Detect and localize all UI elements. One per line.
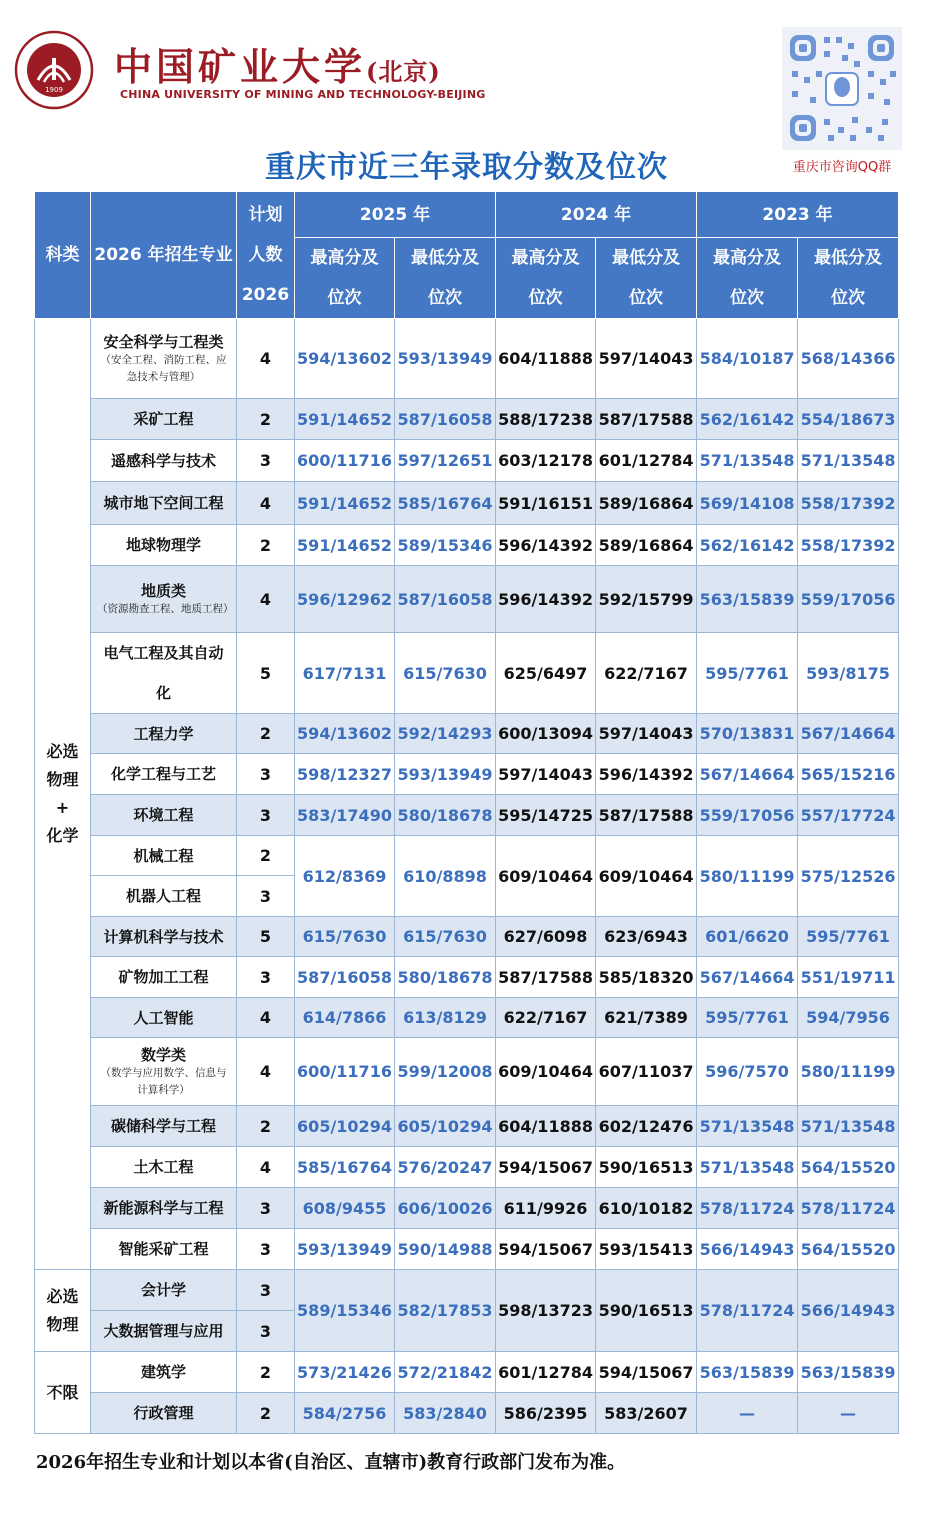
- score-rank-cell: 562/16142: [697, 525, 798, 566]
- major-cell: [91, 957, 237, 998]
- major-cell: [91, 1270, 237, 1311]
- score-rank-cell: 593/8175: [798, 633, 899, 714]
- plan-count: 3: [237, 876, 295, 917]
- table-row: [35, 1393, 899, 1434]
- major-name: 新能源科学与工程: [103, 1199, 224, 1217]
- major-cell: [91, 876, 237, 917]
- plan-count: 2: [237, 1106, 295, 1147]
- major-name: 建筑学: [140, 1363, 186, 1381]
- score-rank-cell: 593/13949: [395, 319, 496, 399]
- major-name: 数学类: [140, 1045, 186, 1064]
- major-name: 电气工程及其自动化: [103, 644, 224, 702]
- major-cell: [91, 440, 237, 482]
- score-rank-cell: 563/15839: [798, 1352, 899, 1393]
- major-name: 大数据管理与应用: [103, 1322, 224, 1340]
- score-rank-cell: 605/10294: [395, 1106, 496, 1147]
- table-row: [35, 1038, 899, 1106]
- major-cell: [91, 1188, 237, 1229]
- score-rank-cell: 599/12008: [395, 1038, 496, 1106]
- score-rank-cell: 590/16513: [596, 1147, 697, 1188]
- score-rank-cell: 600/11716: [295, 440, 395, 482]
- score-rank-cell: 564/15520: [798, 1229, 899, 1270]
- score-rank-cell: 621/7389: [596, 998, 697, 1038]
- score-rank-cell: 602/12476: [596, 1106, 697, 1147]
- major-name: 碳储科学与工程: [110, 1117, 216, 1135]
- major-name: 土木工程: [133, 1158, 194, 1176]
- score-rank-cell: 563/15839: [697, 1352, 798, 1393]
- score-rank-cell: 567/14664: [697, 754, 798, 795]
- score-rank-cell: 609/10464: [496, 1038, 596, 1106]
- table-row: [35, 319, 899, 399]
- plan-count: 3: [237, 957, 295, 998]
- category-cell: [35, 319, 91, 1270]
- score-rank-cell: 605/10294: [295, 1106, 395, 1147]
- score-rank-cell: 590/14988: [395, 1229, 496, 1270]
- plan-count: 2: [237, 836, 295, 876]
- major-name: 行政管理: [133, 1404, 194, 1422]
- table-row: [35, 633, 899, 714]
- major-cell: [91, 1229, 237, 1270]
- score-rank-cell: 591/16151: [496, 482, 596, 525]
- score-rank-cell: 623/6943: [596, 917, 697, 957]
- category-line: 必选: [46, 742, 79, 761]
- score-rank-cell: 589/15346: [395, 525, 496, 566]
- score-rank-cell: 615/7630: [295, 917, 395, 957]
- plan-count: 3: [237, 440, 295, 482]
- score-rank-cell: 615/7630: [395, 917, 496, 957]
- plan-count: 2: [237, 399, 295, 440]
- major-cell: [91, 566, 237, 633]
- score-rank-cell: 601/12784: [596, 440, 697, 482]
- major-name: 地球物理学: [125, 536, 201, 554]
- plan-count: 3: [237, 795, 295, 836]
- table-row: [35, 754, 899, 795]
- plan-count: 4: [237, 998, 295, 1038]
- score-rank-cell: 585/18320: [596, 957, 697, 998]
- score-rank-cell: 571/13548: [697, 1106, 798, 1147]
- major-cell: [91, 482, 237, 525]
- major-cell: [91, 836, 237, 876]
- score-rank-cell: 622/7167: [496, 998, 596, 1038]
- score-rank-cell: 601/12784: [496, 1352, 596, 1393]
- header-plan: 计划 人数 2026: [237, 192, 295, 319]
- score-rank-cell: 580/11199: [697, 836, 798, 917]
- score-rank-cell: 592/15799: [596, 566, 697, 633]
- score-rank-cell: 597/12651: [395, 440, 496, 482]
- score-rank-cell: 571/13548: [798, 440, 899, 482]
- major-name: 人工智能: [133, 1008, 194, 1027]
- category-line: +: [55, 798, 70, 817]
- score-rank-cell: 597/14043: [496, 754, 596, 795]
- score-rank-cell: 572/21842: [395, 1352, 496, 1393]
- score-rank-cell: 566/14943: [697, 1229, 798, 1270]
- score-rank-cell: 594/13602: [295, 319, 395, 399]
- score-rank-cell: 589/16864: [596, 482, 697, 525]
- header-year-2023: 2023 年: [697, 192, 899, 238]
- score-rank-cell: 603/12178: [496, 440, 596, 482]
- score-rank-cell: 570/13831: [697, 714, 798, 754]
- major-name: 采矿工程: [133, 410, 194, 428]
- plan-count: 2: [237, 1393, 295, 1434]
- university-seal-icon: [14, 30, 94, 110]
- score-rank-cell: 595/7761: [798, 917, 899, 957]
- score-rank-cell: 592/14293: [395, 714, 496, 754]
- score-rank-cell: 571/13548: [697, 440, 798, 482]
- score-rank-cell: 559/17056: [697, 795, 798, 836]
- plan-count: 3: [237, 754, 295, 795]
- score-rank-cell: 586/2395: [496, 1393, 596, 1434]
- score-rank-cell: 591/14652: [295, 399, 395, 440]
- score-rank-cell: 587/16058: [395, 566, 496, 633]
- major-name: 矿物加工工程: [118, 968, 209, 986]
- header-year-2024: 2024 年: [496, 192, 697, 238]
- score-rank-cell: 596/14392: [596, 754, 697, 795]
- score-rank-cell: 583/2607: [596, 1393, 697, 1434]
- plan-count: 3: [237, 1270, 295, 1311]
- page-title: 重庆市近三年录取分数及位次: [265, 150, 668, 185]
- table-row: [35, 440, 899, 482]
- score-rank-cell: —: [697, 1393, 798, 1434]
- score-rank-cell: 591/14652: [295, 525, 395, 566]
- header-year-2025: 2025 年: [295, 192, 496, 238]
- score-rank-cell: 580/11199: [798, 1038, 899, 1106]
- major-name: 工程力学: [133, 724, 194, 743]
- score-rank-cell: 593/13949: [295, 1229, 395, 1270]
- score-rank-cell: 601/6620: [697, 917, 798, 957]
- header-max-2025: 最高分及 位次: [295, 238, 395, 319]
- plan-count: 5: [237, 633, 295, 714]
- score-rank-cell: 580/18678: [395, 795, 496, 836]
- score-rank-cell: 597/14043: [596, 319, 697, 399]
- score-rank-cell: 583/2840: [395, 1393, 496, 1434]
- score-rank-cell: 587/16058: [395, 399, 496, 440]
- score-rank-cell: 596/14392: [496, 525, 596, 566]
- score-rank-cell: 622/7167: [596, 633, 697, 714]
- plan-count: 5: [237, 917, 295, 957]
- table-row: [35, 1106, 899, 1147]
- score-rank-cell: 594/13602: [295, 714, 395, 754]
- score-rank-cell: 578/11724: [798, 1188, 899, 1229]
- major-cell: [91, 1038, 237, 1106]
- major-cell: [91, 1311, 237, 1352]
- table-row: [35, 836, 899, 876]
- score-rank-cell: 627/6098: [496, 917, 596, 957]
- score-rank-cell: 567/14664: [697, 957, 798, 998]
- score-rank-cell: 600/13094: [496, 714, 596, 754]
- score-rank-cell: 596/12962: [295, 566, 395, 633]
- score-rank-cell: 571/13548: [798, 1106, 899, 1147]
- score-rank-cell: 594/15067: [496, 1147, 596, 1188]
- score-rank-cell: 589/15346: [295, 1270, 395, 1352]
- major-cell: [91, 633, 237, 714]
- score-rank-cell: 607/11037: [596, 1038, 697, 1106]
- score-rank-cell: 585/16764: [395, 482, 496, 525]
- score-rank-cell: 587/17588: [596, 795, 697, 836]
- score-rank-cell: 558/17392: [798, 482, 899, 525]
- qr-caption: 重庆市咨询QQ群: [792, 160, 892, 175]
- score-rank-cell: 609/10464: [596, 836, 697, 917]
- major-name: 智能采矿工程: [118, 1240, 209, 1258]
- score-rank-cell: 587/16058: [295, 957, 395, 998]
- score-rank-cell: 559/17056: [798, 566, 899, 633]
- score-rank-cell: 578/11724: [697, 1270, 798, 1352]
- category-line: 物理: [46, 770, 79, 789]
- category-cell: 不限: [35, 1352, 91, 1434]
- score-rank-cell: 571/13548: [697, 1147, 798, 1188]
- major-name: 遥感科学与技术: [110, 451, 216, 470]
- score-rank-cell: 575/12526: [798, 836, 899, 917]
- score-rank-cell: 598/12327: [295, 754, 395, 795]
- plan-count: 4: [237, 1038, 295, 1106]
- plan-count: 3: [237, 1229, 295, 1270]
- major-cell: [91, 525, 237, 566]
- score-rank-cell: 568/14366: [798, 319, 899, 399]
- score-rank-cell: 564/15520: [798, 1147, 899, 1188]
- score-rank-cell: 584/10187: [697, 319, 798, 399]
- score-rank-cell: 591/14652: [295, 482, 395, 525]
- score-rank-cell: —: [798, 1393, 899, 1434]
- table-row: [35, 1352, 899, 1393]
- table-row: [35, 714, 899, 754]
- major-name: 城市地下空间工程: [103, 494, 224, 512]
- score-rank-cell: 554/18673: [798, 399, 899, 440]
- major-name: 机器人工程: [125, 887, 201, 905]
- score-rank-cell: 608/9455: [295, 1188, 395, 1229]
- score-rank-cell: 610/10182: [596, 1188, 697, 1229]
- score-rank-cell: 617/7131: [295, 633, 395, 714]
- score-rank-cell: 600/11716: [295, 1038, 395, 1106]
- score-rank-cell: 593/15413: [596, 1229, 697, 1270]
- table-row: [35, 1188, 899, 1229]
- plan-count: 4: [237, 319, 295, 399]
- score-rank-cell: 595/7761: [697, 633, 798, 714]
- category-line: 必选: [46, 1286, 79, 1306]
- score-rank-cell: 594/7956: [798, 998, 899, 1038]
- admission-score-table: [34, 191, 899, 1434]
- university-logo: [14, 30, 486, 110]
- score-rank-cell: 594/15067: [496, 1229, 596, 1270]
- table-row: [35, 399, 899, 440]
- header-min-2025: 最低分及 位次: [395, 238, 496, 319]
- category-line: 物理: [46, 1314, 79, 1334]
- score-rank-cell: 589/16864: [596, 525, 697, 566]
- plan-count: 4: [237, 1147, 295, 1188]
- score-rank-cell: 576/20247: [395, 1147, 496, 1188]
- score-rank-cell: 562/16142: [697, 399, 798, 440]
- score-rank-cell: 573/21426: [295, 1352, 395, 1393]
- score-rank-cell: 613/8129: [395, 998, 496, 1038]
- score-rank-cell: 582/17853: [395, 1270, 496, 1352]
- header-major: 2026 年招生专业: [91, 192, 237, 319]
- table-row: [35, 1270, 899, 1311]
- major-name: 机械工程: [133, 846, 194, 865]
- score-rank-cell: 594/15067: [596, 1352, 697, 1393]
- header-min-2024: 最低分及 位次: [596, 238, 697, 319]
- table-row: [35, 917, 899, 957]
- score-rank-cell: 615/7630: [395, 633, 496, 714]
- score-rank-cell: 595/14725: [496, 795, 596, 836]
- major-cell: [91, 1106, 237, 1147]
- table-row: [35, 525, 899, 566]
- score-rank-cell: 598/13723: [496, 1270, 596, 1352]
- score-rank-cell: 578/11724: [697, 1188, 798, 1229]
- major-name: 化学工程与工艺: [110, 765, 216, 783]
- major-cell: [91, 795, 237, 836]
- plan-count: 2: [237, 525, 295, 566]
- score-rank-cell: 611/9926: [496, 1188, 596, 1229]
- major-name: 环境工程: [133, 806, 194, 824]
- footer-note: 2026年招生专业和计划以本省(自治区、直辖市)教育行政部门发布为准。: [36, 1452, 626, 1473]
- major-cell: [91, 399, 237, 440]
- category-cell: [35, 1270, 91, 1352]
- university-name-cn: 中国矿业大学(北京): [114, 44, 441, 89]
- score-rank-cell: 585/16764: [295, 1147, 395, 1188]
- table-row: [35, 482, 899, 525]
- score-rank-cell: 563/15839: [697, 566, 798, 633]
- score-rank-cell: 567/14664: [798, 714, 899, 754]
- score-rank-cell: 597/14043: [596, 714, 697, 754]
- score-rank-cell: 614/7866: [295, 998, 395, 1038]
- major-name: 会计学: [140, 1281, 186, 1299]
- major-cell: [91, 917, 237, 957]
- score-rank-cell: 569/14108: [697, 482, 798, 525]
- score-rank-cell: 584/2756: [295, 1393, 395, 1434]
- svg-text:1909: 1909: [45, 86, 63, 94]
- major-name: 安全科学与工程类: [103, 332, 224, 351]
- score-rank-cell: 587/17588: [596, 399, 697, 440]
- plan-count: 4: [237, 482, 295, 525]
- major-cell: [91, 1147, 237, 1188]
- score-rank-cell: 551/19711: [798, 957, 899, 998]
- qr-code-icon[interactable]: [782, 27, 902, 150]
- major-name: 计算机科学与技术: [103, 927, 224, 946]
- score-rank-cell: 557/17724: [798, 795, 899, 836]
- table-row: [35, 795, 899, 836]
- header-max-2023: 最高分及 位次: [697, 238, 798, 319]
- score-rank-cell: 566/14943: [798, 1270, 899, 1352]
- major-note: （资源勘查工程、地质工程）: [97, 602, 234, 615]
- score-rank-cell: 583/17490: [295, 795, 395, 836]
- score-rank-cell: 593/13949: [395, 754, 496, 795]
- table-row: [35, 566, 899, 633]
- score-rank-cell: 580/18678: [395, 957, 496, 998]
- score-rank-cell: 590/16513: [596, 1270, 697, 1352]
- major-note: （安全工程、消防工程、应急技术与管理）: [100, 353, 227, 383]
- table-row: [35, 957, 899, 998]
- score-rank-cell: 604/11888: [496, 1106, 596, 1147]
- score-rank-cell: 565/15216: [798, 754, 899, 795]
- plan-count: 2: [237, 1352, 295, 1393]
- score-rank-cell: 595/7761: [697, 998, 798, 1038]
- score-rank-cell: 596/14392: [496, 566, 596, 633]
- score-rank-cell: 610/8898: [395, 836, 496, 917]
- plan-count: 3: [237, 1188, 295, 1229]
- table-row: [35, 1147, 899, 1188]
- score-rank-cell: 604/11888: [496, 319, 596, 399]
- table-row: [35, 998, 899, 1038]
- header-max-2024: 最高分及 位次: [496, 238, 596, 319]
- major-cell: [91, 998, 237, 1038]
- header-category: 科类: [35, 192, 91, 319]
- score-rank-cell: 588/17238: [496, 399, 596, 440]
- score-rank-cell: 558/17392: [798, 525, 899, 566]
- major-cell: [91, 754, 237, 795]
- major-cell: [91, 1393, 237, 1434]
- score-rank-cell: 612/8369: [295, 836, 395, 917]
- score-rank-cell: 609/10464: [496, 836, 596, 917]
- score-rank-cell: 587/17588: [496, 957, 596, 998]
- plan-count: 3: [237, 1311, 295, 1352]
- header-min-2023: 最低分及 位次: [798, 238, 899, 319]
- score-rank-cell: 606/10026: [395, 1188, 496, 1229]
- university-name-en: CHINA UNIVERSITY OF MINING AND TECHNOLOGY-BEIJING: [120, 88, 486, 101]
- score-rank-cell: 625/6497: [496, 633, 596, 714]
- major-cell: [91, 1352, 237, 1393]
- major-note: （数学与应用数学、信息与计算科学）: [100, 1066, 227, 1096]
- major-name: 地质类: [140, 581, 186, 600]
- plan-count: 2: [237, 714, 295, 754]
- major-cell: [91, 319, 237, 399]
- table-row: [35, 1229, 899, 1270]
- plan-count: 4: [237, 566, 295, 633]
- score-rank-cell: 596/7570: [697, 1038, 798, 1106]
- category-line: 化学: [46, 826, 79, 845]
- major-cell: [91, 714, 237, 754]
